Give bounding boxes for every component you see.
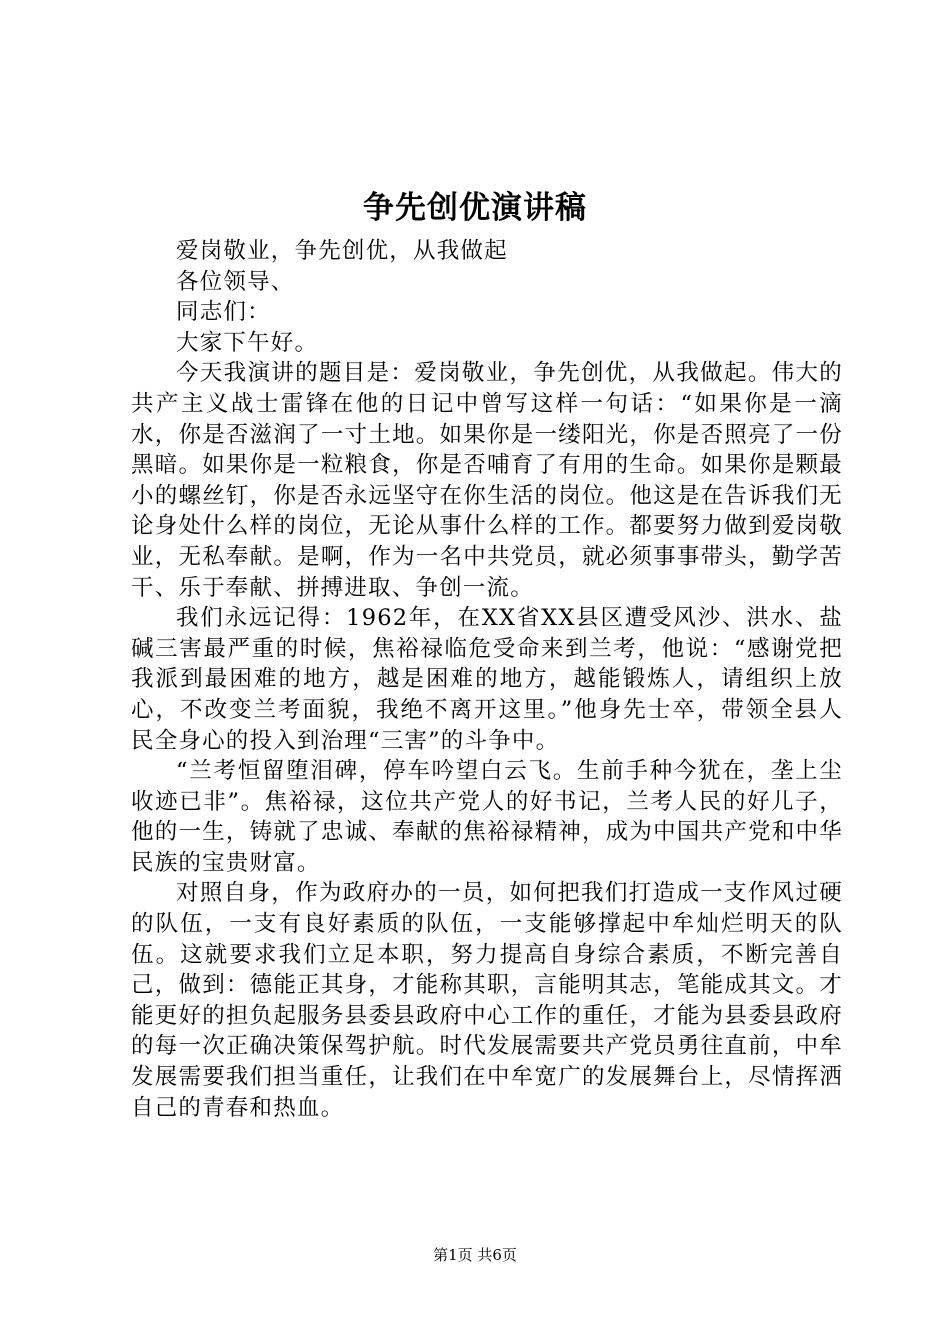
speech-theme: 爱岗敬业，争先创优，从我做起 xyxy=(176,238,508,264)
greeting: 大家下午好。 xyxy=(176,329,319,356)
document-title: 争先创优演讲稿 xyxy=(363,190,587,226)
page-number-footer: 第1页 共6页 xyxy=(433,1246,517,1264)
salutation-comrades: 同志们： xyxy=(176,299,271,326)
body-paragraph: 对照自身，作为政府办的一员，如何把我们打造成一支作风过硬的队伍，一支有良好素质的队伍，一支能够撑起中牟灿烂明天的队伍。这就要求我们立足本职，努力提高自身综合素质，不断完善自己，做到：德能正其身，才能称其职，言能明其志，笔能成其文。才能更好的担负起服务县委县政府中心工作的重任，才能为县委县政府的每一次正确决策保驾护航。时代发展需要共产党员勇往直前，中牟发展需要我们担当重任，让我们在中牟宽广的发展舞台上，尽情挥洒自己的青春和热血。 xyxy=(131,880,843,1121)
salutation-leaders: 各位领导、 xyxy=(176,268,295,295)
body-paragraph: 我们永远记得：1962年，在XX省XX县区遭受风沙、洪水、盐碱三害最严重的时候，焦裕禄临危受命来到兰考，他说：“感谢党把我派到最困难的地方，越是困难的地方，越能锻炼人，请组织上放心，不改变兰考面貌，我绝不离开这里。”他身先士卒，带领全县人民全身心的投入到治理“三害”的斗争中。 xyxy=(131,605,843,754)
body-paragraph: “兰考恒留堕泪碑，停车吟望白云飞。生前手种今犹在，垄上尘收迹已非”。焦裕禄，这位共产党人的好书记，兰考人民的好儿子，他的一生，铸就了忠诚、奉献的焦裕禄精神，成为中国共产党和中华民族的宝贵财富。 xyxy=(131,758,843,876)
document-body xyxy=(131,236,843,1123)
body-paragraph: 今天我演讲的题目是：爱岗敬业，争先创优，从我做起。伟大的共产主义战士雷锋在他的日记中曾写这样一句话：“如果你是一滴水，你是否滋润了一寸土地。如果你是一缕阳光，你是否照亮了一份黑暗。如果你是一粒粮食，你是否哺育了有用的生命。如果你是颗最小的螺丝钉，你是否永远坚守在你生活的岗位。他这是在告诉我们无论身处什么样的岗位，无论从事什么样的工作。都要努力做到爱岗敬业，无私奉献。是啊，作为一名中共党员，就必须事事带头，勤学苦干、乐于奉献、拼搏进取、争创一流。 xyxy=(131,360,843,601)
